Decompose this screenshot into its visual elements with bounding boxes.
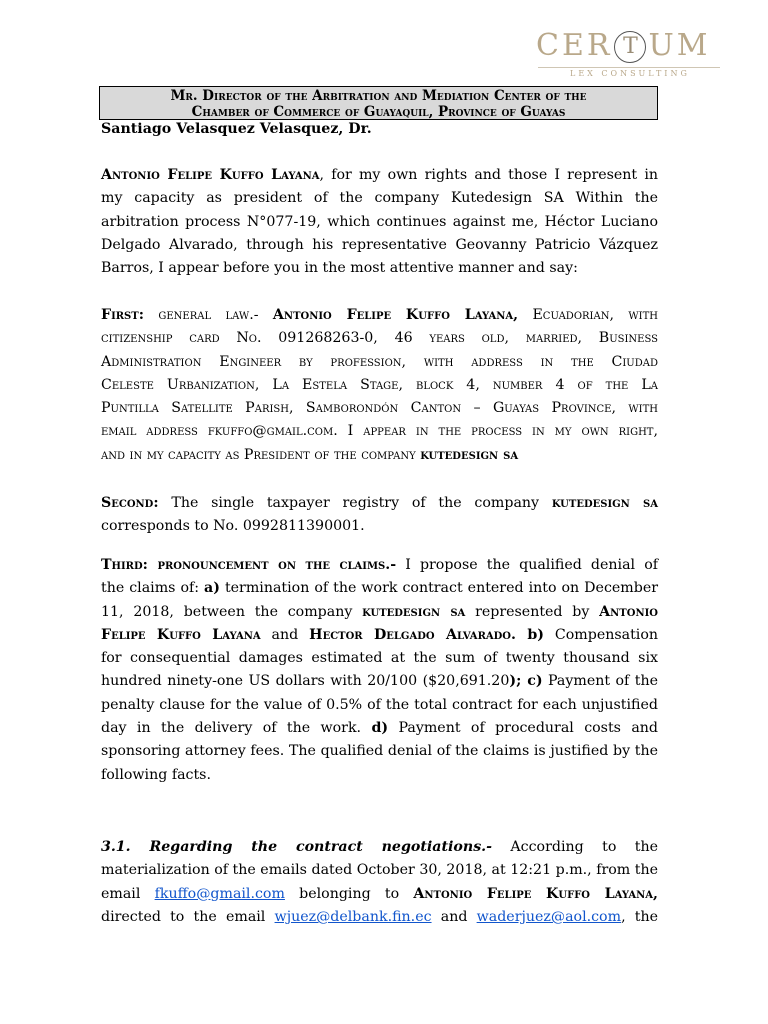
- second-paragraph: [101, 492, 658, 539]
- logo-text-right: UM: [648, 28, 711, 63]
- third-line-2b: termination of the work contract entered into on December: [219, 580, 658, 597]
- third-line-7: penalty clause for the value of 0.5% of the total contract for each unjustified: [101, 696, 658, 713]
- logo-tagline: LEX CONSULTING: [570, 69, 690, 78]
- third-line-8a: day in the delivery of the work.: [101, 720, 372, 737]
- email-link-waderjuez[interactable]: waderjuez@aol.com: [476, 908, 622, 925]
- first-line-5: Puntilla Satellite Parish, Samborondón Canton – Guayas Province, with: [101, 400, 658, 417]
- first-line-3: Administration Engineer by profession, with address in the Ciudad: [101, 353, 658, 370]
- third-line-5: for consequential damages estimated at the sum of twenty thousand six: [101, 650, 658, 667]
- email-link-wjuez[interactable]: wjuez@delbank.fin.ec: [274, 908, 432, 925]
- logo-text-left: CER: [536, 28, 613, 63]
- third-line-9: sponsoring attorney fees. The qualified denial of the claims is justified by the: [101, 743, 658, 760]
- third-line-3b: represented by: [465, 603, 600, 620]
- third-line-8b: Payment of procedural costs and: [388, 720, 658, 737]
- first-line-6: email address fkuffo@gmail.com. I appear in the process in my own right,: [101, 423, 658, 440]
- third-name-1a: Antonio: [599, 603, 658, 620]
- intro-name: Antonio Felipe Kuffo Layana: [101, 167, 320, 183]
- third-b-label: b): [515, 626, 544, 643]
- intro-line-5: Barros, I appear before you in the most attentive manner and say:: [101, 260, 578, 277]
- logo-divider: [538, 67, 720, 68]
- third-text-1: I propose the qualified denial of: [396, 557, 658, 573]
- first-paragraph: [101, 304, 658, 467]
- first-text-1: general law.-: [143, 307, 273, 323]
- addressee-line-1: Mr. Director of the Arbitration and Mediation Center of the: [170, 88, 587, 104]
- section-3-1-line-4c: , the: [621, 908, 658, 925]
- section-3-1-line-3a: email: [101, 885, 155, 902]
- intro-line-2: my capacity as president of the company Kutedesign SA Within the: [101, 190, 658, 207]
- third-company: kutedesign sa: [362, 603, 466, 620]
- third-line-3a: 11, 2018, between the company: [101, 603, 363, 620]
- third-line-2a: the claims of:: [101, 580, 205, 597]
- second-company: kutedesign sa: [551, 495, 658, 511]
- third-c-label: ); c): [509, 673, 543, 690]
- addressee-box: [99, 86, 658, 120]
- logo-wordmark: [536, 28, 710, 64]
- intro-line-4: Delgado Alvarado, through his representative Geovanny Patricio Vázquez: [101, 236, 658, 253]
- third-name-1b: Felipe Kuffo Layana: [101, 626, 261, 643]
- first-line-2: citizenship card No. 091268263-0, 46 years old, married, Business: [101, 330, 658, 347]
- first-company: kutedesign sa: [420, 446, 519, 463]
- first-name: Antonio Felipe Kuffo Layana,: [272, 307, 519, 323]
- intro-text-1: , for my own rights and those I represent in: [319, 167, 658, 183]
- section-3-1-line-4b: and: [431, 908, 477, 925]
- section-3-1-paragraph: [101, 836, 658, 929]
- third-line-4c: Compensation: [543, 626, 659, 643]
- first-label: First:: [101, 307, 144, 323]
- second-line-2: corresponds to No. 0992811390001.: [101, 518, 365, 535]
- second-text-1: The single taxpayer registry of the company: [158, 495, 552, 511]
- third-label-2: pronouncement on the claims.-: [147, 557, 397, 573]
- third-line-10: following facts.: [101, 766, 211, 783]
- third-paragraph: [101, 554, 658, 787]
- intro-paragraph: [101, 164, 658, 280]
- salutation: Santiago Velasquez Velasquez, Dr.: [101, 121, 372, 137]
- section-3-1-text-1: According to the: [492, 839, 658, 855]
- first-line-4: Celeste Urbanization, La Estela Stage, block 4, number 4 of the La: [101, 376, 658, 393]
- addressee-line-2: Chamber of Commerce of Guayaquil, Province of Guayas: [191, 104, 566, 120]
- third-label: Third:: [101, 557, 148, 573]
- section-3-1-line-4a: directed to the email: [101, 908, 275, 925]
- third-line-6a: hundred ninety-one US dollars with 20/100 ($20,691.20: [101, 673, 510, 690]
- certum-logo: [536, 28, 722, 82]
- third-a-label: a): [204, 580, 220, 597]
- email-link-fkuffo[interactable]: fkuffo@gmail.com: [154, 885, 285, 902]
- section-3-1-line-2: materialization of the emails dated October 30, 2018, at 12:21 p.m., from the: [101, 862, 658, 879]
- third-line-6b: Payment of the: [542, 673, 658, 690]
- logo-circle-t: T: [614, 31, 646, 63]
- third-line-4b: and: [260, 626, 310, 643]
- second-label: Second:: [101, 495, 159, 511]
- section-3-1-line-3b: belonging to: [284, 885, 414, 902]
- first-text-2: Ecuadorian, with: [518, 307, 658, 323]
- intro-line-3: arbitration process N°077-19, which continues against me, Héctor Luciano: [101, 213, 658, 230]
- third-d-label: d): [371, 720, 389, 737]
- first-line-7: and in my capacity as President of the company: [101, 446, 421, 463]
- third-name-2: Hector Delgado Alvarado.: [309, 626, 516, 643]
- section-3-1-name: Antonio Felipe Kuffo Layana,: [413, 885, 658, 902]
- section-3-1-heading: 3.1. Regarding the contract negotiations.-: [101, 839, 493, 855]
